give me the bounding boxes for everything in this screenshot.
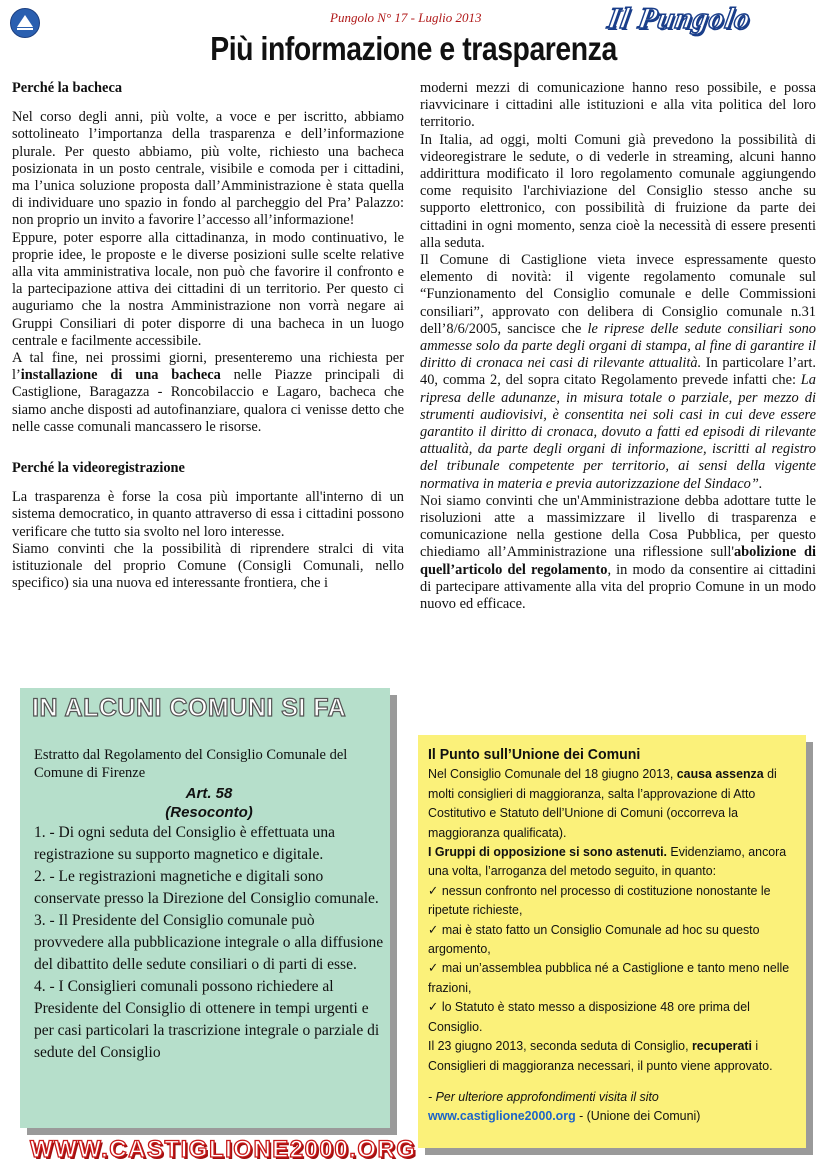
paragraph: moderni mezzi di comunicazione hanno reso possibile, e possa riavvicinare i cittadini alle istituzioni e alla vita politica del loro territorio. bbox=[420, 80, 816, 131]
section-title-bacheca: Perché la bacheca bbox=[12, 80, 123, 96]
paragraph: A tal fine, nei prossimi giorni, presenteremo una richiesta per l’installazione di una bacheca nelle Piazze principali di Castiglione, Baragazza - Roncobilaccio e Lagaro, bacheca che siamo anche disposti ad autofinanziare, qualora ci venisse detto che nelle casse comunali mancassero le risorse. bbox=[12, 350, 404, 435]
site-link[interactable]: www.castiglione2000.org bbox=[428, 1108, 576, 1124]
page-title: Più informazione e trasparenza bbox=[210, 30, 617, 67]
article-number: Art. 58 bbox=[185, 785, 233, 802]
footer-url[interactable]: WWW.CASTIGLIONE2000.ORG bbox=[30, 1136, 417, 1163]
paragraph: In Italia, ad oggi, molti Comuni già prevedono la possibilità di videoregistrare le sedute, o di vederle in streaming, alcuni hanno addirittura modificato il loro regolamento comunale aggiungendo come requisito l'archiviazione del Consiglio stesso anche su supporto elettronico, con possibilità di fruizione da parte dei cittadini in ogni momento, senza cioè la necessità di essere presenti alla seduta. bbox=[420, 131, 816, 251]
logo-icon bbox=[10, 8, 40, 38]
bullet-item: ✓ mai un’assemblea pubblica né a Castiglione e tanto meno nelle frazioni, bbox=[428, 960, 790, 995]
article-item: 1. - Di ogni seduta del Consiglio è effettuata una registrazione su supporto magnetico e digitale. bbox=[34, 824, 336, 863]
regulation-excerpt-box bbox=[20, 688, 390, 1128]
paragraph: I Gruppi di opposizione si sono astenuti. Evidenziamo, ancora una volta, l’arroganza del metodo seguito, in quanto: bbox=[428, 844, 787, 879]
article-subtitle: (Resoconto) bbox=[165, 804, 253, 821]
paragraph: Eppure, poter esporre alla cittadinanza, in modo continuativo, le proprie idee, le proposte e le diverse posizioni sulle scelte relative alla vita amministrativa locale, non può che favorire il confronto e la partecipazione attiva dei cittadini di un territorio. Per questo ci auguriamo che la nostra Amministrazione non vorrà negare ai Gruppi Consiliari di poter disporre di una bacheca in un luogo centrale e facilmente accessibile. bbox=[12, 229, 404, 349]
paragraph: Il 23 giugno 2013, seconda seduta di Consiglio, recuperati i Consiglieri di maggioranza necessari, il punto viene approvato. bbox=[428, 1038, 773, 1073]
paragraph: Noi siamo convinti che un'Amministrazione debba adottare tutte le risoluzioni atte a massimizzare il livello di trasparenza e comunicazione nella gestione della Cosa Pubblica, per questo chiediamo all’Amministrazione una riflessione sull'abolizione di quell’articolo del regolamento, in modo da consentire ai cittadini di partecipare attivamente alla vita del proprio Comune in un modo nuovo ed efficace. bbox=[420, 492, 816, 613]
bullet-item: ✓ mai è stato fatto un Consiglio Comunale ad hoc su questo argomento, bbox=[428, 921, 760, 957]
paragraph: Siamo convinti che la possibilità di riprendere stralci di vita istituzionale del proprio Comune (Consigli Comunali, nello specifico) sia una nuova ed interessante frontiera, che i bbox=[12, 540, 404, 592]
box-title: IN ALCUNI COMUNI SI FA bbox=[32, 694, 347, 722]
box-title: Il Punto sull’Unione dei Comuni bbox=[428, 746, 641, 763]
bullet-item: ✓ nessun confronto nel processo di costituzione nonostante le ripetute richieste, bbox=[428, 882, 771, 918]
article-item: 2. - Le registrazioni magnetiche e digitali sono conservate presso la Direzione del Consiglio comunale. bbox=[34, 868, 379, 907]
check-icon: ✓ bbox=[428, 960, 442, 976]
paragraph: Nel corso degli anni, più volte, a voce e per iscritto, abbiamo sottolineato l’importanza della trasparenza e dell’informazione plurale. Per questo abbiamo, più volte, richiesto una bacheca posizionata in un posto centrale, visibile e comoda per i cittadini, ma l’unica soluzione proposta dall’Amministrazione è stata quella di individuare uno spazio in fondo al parcheggio del Pra’ Palazzo: non proprio un invito a favorire l’accesso all’informazione! bbox=[12, 109, 404, 229]
check-icon: ✓ bbox=[428, 921, 442, 937]
left-column bbox=[12, 80, 404, 592]
excerpt-intro: Estratto dal Regolamento del Consiglio Comunale del Comune di Firenze bbox=[34, 747, 348, 781]
paragraph: Nel Consiglio Comunale del 18 giugno 2013, causa assenza di molti consiglieri di maggioranza, salta l’approvazione di Atto Costitutivo e Statuto dell’Unione di Comuni (occorreva la maggioranza qualificata). bbox=[428, 766, 777, 840]
masthead-logo: Il Pungolo bbox=[605, 2, 754, 35]
site-link-line: www.castiglione2000.org - (Unione dei Comuni) bbox=[428, 1108, 701, 1124]
issue-info: Pungolo N° 17 - Luglio 2013 bbox=[330, 10, 482, 25]
article-item: 3. - Il Presidente del Consiglio comunale può provvedere alla pubblicazione integrale o alla diffusione del dibattito delle sedute consiliari o di parti di esse. bbox=[34, 912, 384, 973]
paragraph: La trasparenza è forse la cosa più importante all'interno di un sistema democratico, in quanto attraverso di essa i cittadini possono verificare che tutto sia svolto nel loro interesse. bbox=[12, 489, 404, 540]
check-icon: ✓ bbox=[428, 882, 442, 898]
check-icon: ✓ bbox=[428, 999, 442, 1015]
article-item: 4. - I Consiglieri comunali possono richiedere al Presidente del Consiglio di ottenere in tempi urgenti e per casi particolari la trascrizione integrale o parziale di sedute del Consiglio bbox=[34, 978, 380, 1061]
union-update-box bbox=[418, 735, 806, 1148]
right-column bbox=[420, 80, 816, 613]
paragraph: Il Comune di Castiglione vieta invece espressamente questo elemento di novità: il vigente regolamento comunale sul “Funzionamento del Consiglio comunale e delle Commissioni consiliari”, approvato con delibera di Consiglio comunale n.31 dell’8/6/2005, sancisce che le riprese delle sedute consiliari sono ammesse solo da parte degli organi di stampa, al fine di garantire il diritto di cronaca nei casi di rilevante attualità. In particolare l’art. 40, comma 2, del sopra citato Regolamento prevede infatti che: La ripresa delle adunanze, in misura totale o parziale, per mezzo di strumenti audiovisivi, è consentita nei soli casi in cui deve essere garantito il diritto di cronaca, dovuto a fatti ed episodi di rilevante attualità, da parte degli organi di informazione, iscritti al registro del tribunale competente per territorio, ai sensi della vigente normativa in materia e previa autorizzazione del Sindaco”. bbox=[420, 252, 816, 492]
bullet-item: ✓ lo Statuto è stato messo a disposizione 48 ore prima del Consiglio. bbox=[428, 999, 750, 1034]
more-info: - Per ulteriore approfondimenti visita il sito bbox=[428, 1088, 659, 1104]
section-title-videoregistrazione: Perché la videoregistrazione bbox=[12, 460, 185, 477]
